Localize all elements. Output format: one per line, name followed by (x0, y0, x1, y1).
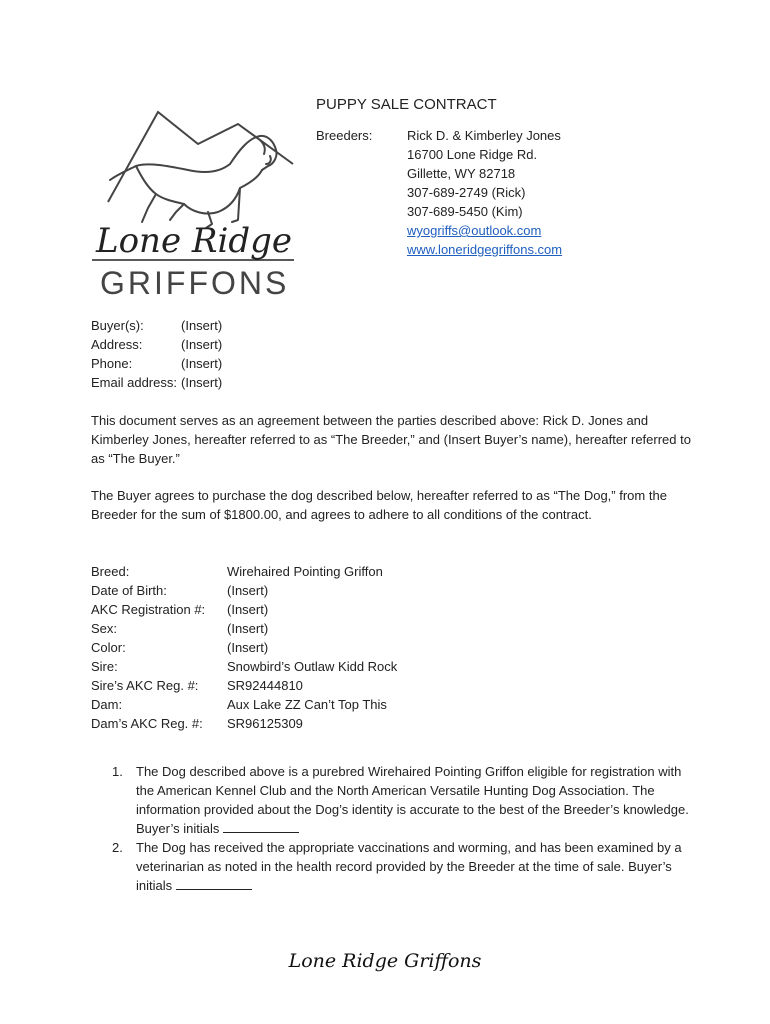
buyer-value: (Insert) (181, 318, 223, 333)
logo-brand-text: GRIFFONS (100, 265, 290, 301)
agreement-paragraph: This document serves as an agreement between the parties described above: Rick D. Jones and Kimberley Jones, hereafter referred to as “The Breeder,” and (Insert Buyer’s name), hereafter referred to as “The Buyer.” (91, 413, 691, 466)
terms-list (112, 762, 692, 895)
email-value: (Insert) (181, 375, 223, 390)
akc-reg-value: (Insert) (227, 602, 269, 617)
dob-label: Date of Birth: (91, 583, 167, 598)
term-item (112, 762, 692, 838)
dog-row (91, 714, 397, 733)
dog-row (91, 562, 397, 581)
dog-row (91, 638, 397, 657)
dog-row (91, 581, 397, 600)
phone-label: Phone: (91, 356, 133, 371)
dog-row (91, 657, 397, 676)
breeder-website-link[interactable]: www.loneridgegriffons.com (407, 242, 563, 257)
initials-blank[interactable] (176, 877, 252, 890)
dog-row (91, 619, 397, 638)
breeder-names: Rick D. & Kimberley Jones (407, 128, 561, 143)
buyer-label: Buyer(s): (91, 318, 144, 333)
sire-label: Sire: (91, 659, 118, 674)
dob-value: (Insert) (227, 583, 269, 598)
purchase-paragraph: The Buyer agrees to purchase the dog described below, hereafter referred to as “The Dog,” from the Breeder for the sum of $1800.00, and agrees to adhere to all conditions of the contract. (91, 488, 667, 522)
address-value: (Insert) (181, 337, 223, 352)
breeder-email-link[interactable]: wyogriffs@outlook.com (407, 223, 542, 238)
akc-reg-label: AKC Registration #: (91, 602, 206, 617)
term-number: 2. (112, 840, 123, 855)
email-row (91, 373, 222, 392)
address-row (91, 335, 222, 354)
color-label: Color: (91, 640, 126, 655)
sex-value: (Insert) (227, 621, 269, 636)
email-label: Email address: (91, 375, 177, 390)
sex-label: Sex: (91, 621, 118, 636)
dog-row (91, 695, 397, 714)
phone-value: (Insert) (181, 356, 223, 371)
breeder-street: 16700 Lone Ridge Rd. (407, 147, 538, 162)
buyer-info (91, 316, 222, 392)
sire-reg-label: Sire’s AKC Reg. #: (91, 678, 199, 693)
term-item (112, 838, 692, 895)
lone-ridge-griffons-logo (88, 104, 308, 304)
contract-title: PUPPY SALE CONTRACT (316, 96, 497, 113)
sire-value: Snowbird’s Outlaw Kidd Rock (227, 659, 398, 674)
dam-reg-value: SR96125309 (227, 716, 303, 731)
color-value: (Insert) (227, 640, 269, 655)
breed-value: Wirehaired Pointing Griffon (227, 564, 383, 579)
dam-value: Aux Lake ZZ Can’t Top This (227, 697, 387, 712)
term-number: 1. (112, 764, 123, 779)
dam-label: Dam: (91, 697, 123, 712)
logo-script-text: Lone Ridge (96, 221, 292, 261)
dog-row (91, 600, 397, 619)
initials-blank[interactable] (223, 820, 299, 833)
term-text: The Dog has received the appropriate vaccinations and worming, and has been examined by a veterinarian as noted in the health record provided by the Breeder at the time of sale. Buyer’s initials (136, 840, 682, 893)
breeder-phone-rick: 307-689-2749 (Rick) (407, 185, 526, 200)
footer-brand: Lone Ridge Griffons (288, 950, 482, 972)
dog-row (91, 676, 397, 695)
dog-info (91, 562, 397, 733)
buyer-row (91, 316, 222, 335)
dam-reg-label: Dam’s AKC Reg. #: (91, 716, 203, 731)
breed-label: Breed: (91, 564, 130, 579)
breeder-phone-kim: 307-689-5450 (Kim) (407, 204, 523, 219)
breeder-info (407, 126, 562, 259)
breeders-label: Breeders: (316, 128, 373, 143)
address-label: Address: (91, 337, 143, 352)
sire-reg-value: SR92444810 (227, 678, 303, 693)
term-text: The Dog described above is a purebred Wirehaired Pointing Griffon eligible for registration with the American Kennel Club and the North American Versatile Hunting Dog Association. The information provided about the Dog’s identity is accurate to the best of the Breeder’s knowledge. Buyer’s initials (136, 764, 689, 836)
breeder-city: Gillette, WY 82718 (407, 166, 516, 181)
phone-row (91, 354, 222, 373)
